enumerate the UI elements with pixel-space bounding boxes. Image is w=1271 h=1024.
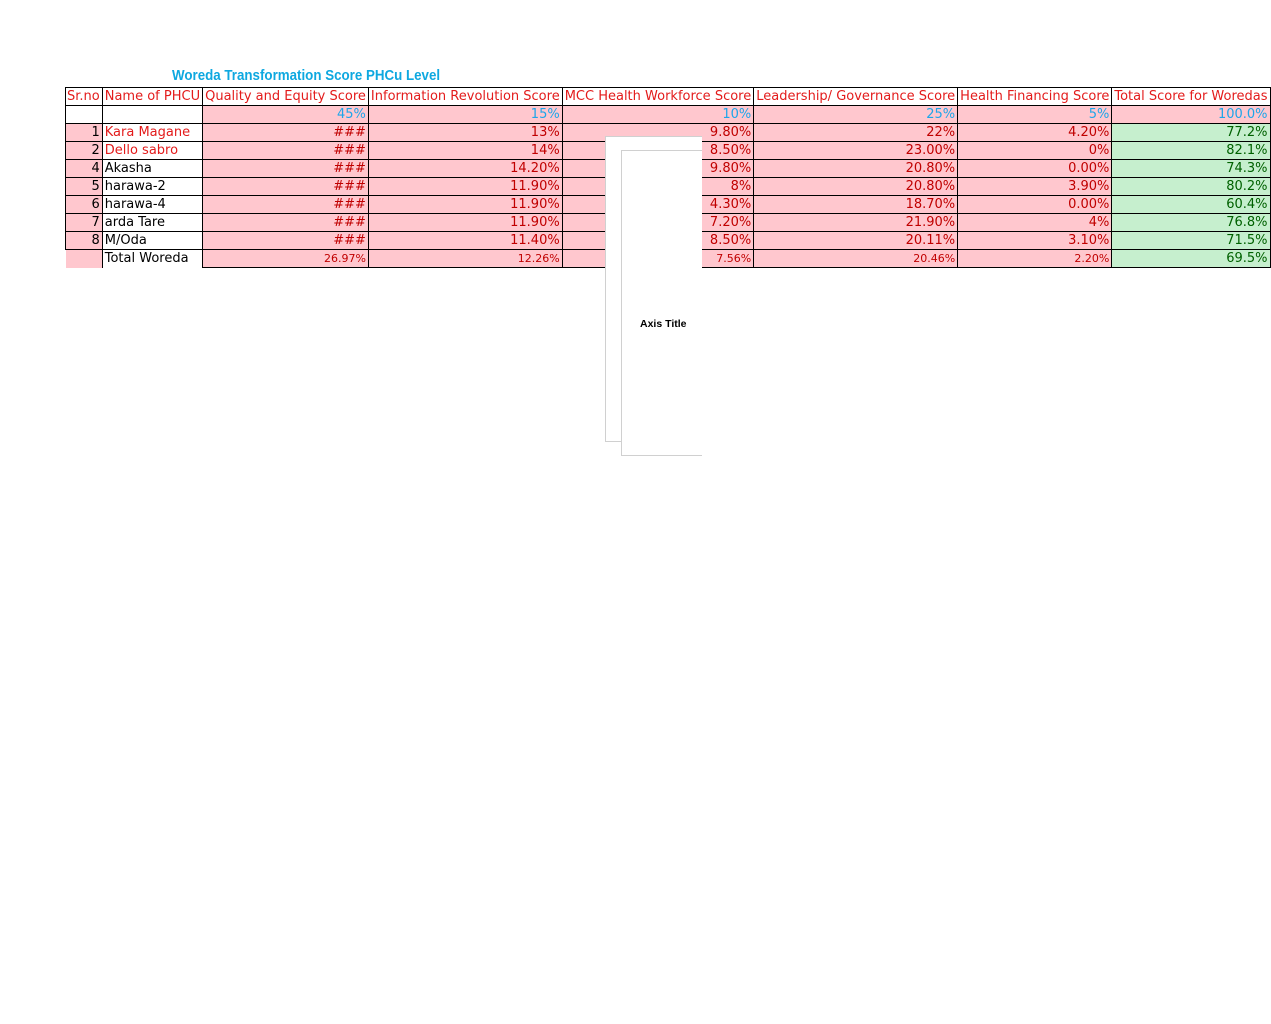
row-score-cell[interactable]: 7.20%: [562, 214, 754, 232]
row-score-cell[interactable]: 20.80%: [754, 160, 958, 178]
row-total-cell[interactable]: 80.2%: [1112, 178, 1270, 196]
header-information[interactable]: [368, 88, 562, 106]
total-cell[interactable]: 7.56%: [562, 250, 754, 268]
header-information-text: Information Revolution Score: [370, 89, 560, 104]
header-workforce-text: MCC Health Workforce Score: [564, 89, 752, 104]
row-score-cell[interactable]: 4.30%: [562, 196, 754, 214]
weight-cell[interactable]: 25%: [754, 106, 958, 124]
header-quality-text: Quality and Equity Score: [205, 89, 366, 104]
total-cell[interactable]: 12.26%: [368, 250, 562, 268]
total-cell[interactable]: 20.46%: [754, 250, 958, 268]
row-score-cell[interactable]: 0%: [958, 142, 1112, 160]
row-score-cell[interactable]: 20.11%: [754, 232, 958, 250]
row-total-cell[interactable]: 71.5%: [1112, 232, 1270, 250]
header-quality[interactable]: [203, 88, 369, 106]
row-sr-cell[interactable]: 8: [66, 232, 103, 250]
row-total-cell[interactable]: 76.8%: [1112, 214, 1270, 232]
weights-row: [66, 106, 1271, 124]
row-score-cell[interactable]: ###: [203, 142, 369, 160]
row-score-cell[interactable]: 11.90%: [368, 196, 562, 214]
chart-frame[interactable]: [621, 150, 702, 456]
row-sr-cell[interactable]: 6: [66, 196, 103, 214]
weight-cell-name[interactable]: [102, 106, 202, 124]
row-score-cell[interactable]: 0.00%: [958, 160, 1112, 178]
row-total-cell[interactable]: 82.1%: [1112, 142, 1270, 160]
row-score-cell[interactable]: 14.20%: [368, 160, 562, 178]
row-score-cell[interactable]: 11.90%: [368, 214, 562, 232]
row-sr-cell[interactable]: 4: [66, 160, 103, 178]
row-score-cell[interactable]: 8.50%: [562, 142, 754, 160]
row-name-cell[interactable]: harawa-2: [102, 178, 202, 196]
row-name-cell[interactable]: Kara Magane: [102, 124, 202, 142]
row-score-cell[interactable]: 8%: [562, 178, 754, 196]
row-score-cell[interactable]: 11.90%: [368, 178, 562, 196]
header-srno[interactable]: Sr.no: [66, 88, 103, 106]
row-score-cell[interactable]: 9.80%: [562, 124, 754, 142]
row-score-cell[interactable]: 8.50%: [562, 232, 754, 250]
row-score-cell[interactable]: 13%: [368, 124, 562, 142]
weight-cell[interactable]: 5%: [958, 106, 1112, 124]
row-score-cell[interactable]: ###: [203, 196, 369, 214]
row-score-cell[interactable]: 14%: [368, 142, 562, 160]
row-score-cell[interactable]: 3.90%: [958, 178, 1112, 196]
weight-cell[interactable]: 45%: [203, 106, 369, 124]
row-score-cell[interactable]: 23.00%: [754, 142, 958, 160]
row-name-cell[interactable]: arda Tare: [102, 214, 202, 232]
header-total-text: Total Score for Woredas: [1114, 89, 1268, 104]
row-score-cell[interactable]: 21.90%: [754, 214, 958, 232]
row-name-cell[interactable]: Akasha: [102, 160, 202, 178]
sheet-title: Woreda Transformation Score PHCu Level: [172, 68, 441, 84]
header-row: [66, 88, 1271, 106]
row-score-cell[interactable]: 18.70%: [754, 196, 958, 214]
row-score-cell[interactable]: ###: [203, 178, 369, 196]
header-financing-text: Health Financing Score: [960, 89, 1110, 104]
weight-cell[interactable]: 15%: [368, 106, 562, 124]
weight-cell[interactable]: 10%: [562, 106, 754, 124]
row-score-cell[interactable]: 0.00%: [958, 196, 1112, 214]
header-total[interactable]: [1112, 88, 1270, 106]
row-score-cell[interactable]: 3.10%: [958, 232, 1112, 250]
header-workforce[interactable]: [562, 88, 754, 106]
row-score-cell[interactable]: 9.80%: [562, 160, 754, 178]
row-sr-cell[interactable]: 7: [66, 214, 103, 232]
total-cell[interactable]: 26.97%: [203, 250, 369, 268]
row-score-cell[interactable]: 22%: [754, 124, 958, 142]
row-score-cell[interactable]: ###: [203, 214, 369, 232]
row-score-cell[interactable]: 4%: [958, 214, 1112, 232]
row-score-cell[interactable]: ###: [203, 160, 369, 178]
header-financing[interactable]: [958, 88, 1112, 106]
header-leadership[interactable]: [754, 88, 958, 106]
row-score-cell[interactable]: 4.20%: [958, 124, 1112, 142]
total-sr-cell[interactable]: [66, 250, 103, 268]
row-sr-cell[interactable]: 5: [66, 178, 103, 196]
row-total-cell[interactable]: 74.3%: [1112, 160, 1270, 178]
row-sr-cell[interactable]: 1: [66, 124, 103, 142]
total-cell-grand[interactable]: 69.5%: [1112, 250, 1270, 268]
header-name[interactable]: Name of PHCU: [102, 88, 202, 106]
row-score-cell[interactable]: 11.40%: [368, 232, 562, 250]
row-score-cell[interactable]: ###: [203, 124, 369, 142]
row-name-cell[interactable]: M/Oda: [102, 232, 202, 250]
chart-axis-title: Axis Title: [640, 318, 687, 330]
row-total-cell[interactable]: 60.4%: [1112, 196, 1270, 214]
header-leadership-text: Leadership/ Governance Score: [756, 89, 956, 104]
row-name-cell[interactable]: Dello sabro: [102, 142, 202, 160]
weight-cell-blank[interactable]: [66, 106, 103, 124]
total-cell[interactable]: 2.20%: [958, 250, 1112, 268]
row-score-cell[interactable]: ###: [203, 232, 369, 250]
total-label[interactable]: Total Woreda: [102, 250, 202, 268]
row-total-cell[interactable]: 77.2%: [1112, 124, 1270, 142]
row-sr-cell[interactable]: 2: [66, 142, 103, 160]
row-score-cell[interactable]: 20.80%: [754, 178, 958, 196]
weight-cell-total[interactable]: 100.0%: [1112, 106, 1270, 124]
row-name-cell[interactable]: harawa-4: [102, 196, 202, 214]
